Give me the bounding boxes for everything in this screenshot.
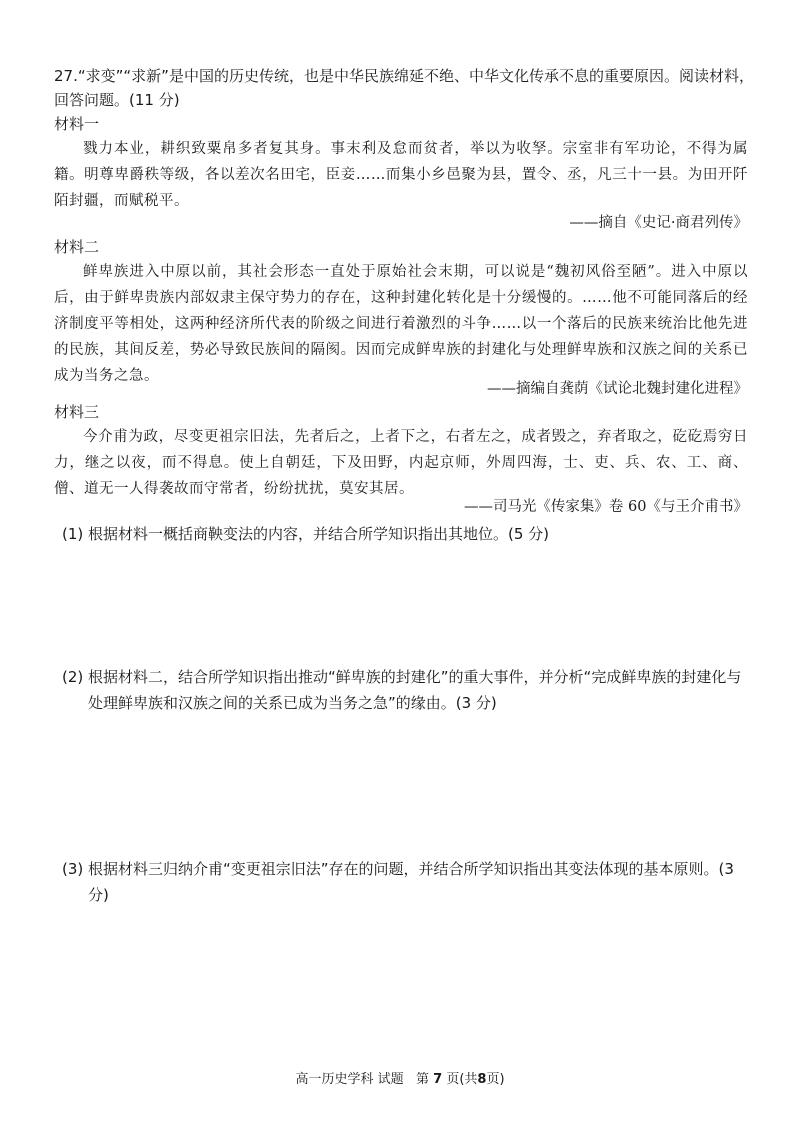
footer-page-prefix: 第 xyxy=(416,1072,430,1087)
subquestion-3-text: 根据材料三归纳介甫“变更祖宗旧法”存在的问题，并结合所学知识指出其变法体现的基本原则。(3 分) xyxy=(88,860,734,904)
footer-page-mid: 页(共 xyxy=(446,1072,478,1087)
question-27-intro: 27.“求变”“求新”是中国的历史传统，也是中华民族绵延不绝、中华文化传承不息的重要原因。阅读材料，回答问题。(11 分) xyxy=(54,67,754,109)
subquestion-2-text: 根据材料二，结合所学知识指出推动“鲜卑族的封建化”的重大事件，并分析“完成鲜卑族的封建化与处理鲜卑族和汉族之间的关系已成为当务之急”的缘由。(3 分) xyxy=(88,668,742,712)
page-footer xyxy=(0,1070,800,1090)
subquestion-1-text: 根据材料一概括商鞅变法的内容，并结合所学知识指出其地位。(5 分) xyxy=(88,525,550,543)
footer-page-number: 7 xyxy=(433,1072,443,1087)
footer-page-suffix: 页) xyxy=(486,1072,505,1087)
material-3-text: 今介甫为政，尽变更祖宗旧法，先者后之，上者下之，右者左之，成者毁之，弃者取之，矻矻焉穷日力，继之以夜，而不得息。使上自朝廷，下及田野，内起京师，外周四海，士、吏、兵、农、工、商、僧、道无一人得袭故而守常者，纷纷扰扰，莫安其居。 xyxy=(54,429,748,497)
footer-page-total: 8 xyxy=(477,1072,487,1087)
subquestion-2-number: (2) xyxy=(62,668,84,686)
subquestion-1 xyxy=(62,521,752,547)
material-3-label: 材料三 xyxy=(54,403,100,421)
material-1-label: 材料一 xyxy=(54,115,100,133)
material-2-source: ——摘编自龚荫《试论北魏封建化进程》 xyxy=(487,381,748,397)
subquestion-3 xyxy=(62,856,752,908)
subquestion-1-number: (1) xyxy=(62,525,84,543)
subquestion-2 xyxy=(62,664,752,716)
subquestion-3-number: (3) xyxy=(62,860,84,878)
material-2-label: 材料二 xyxy=(54,238,100,256)
material-3-source: ——司马光《传家集》卷 60《与王介甫书》 xyxy=(463,499,748,515)
material-2-text: 鲜卑族进入中原以前，其社会形态一直处于原始社会末期，可以说是“魏初风俗至陋”。进入中原以后，由于鲜卑贵族内部奴隶主保守势力的存在，这种封建化转化是十分缓慢的。……他不可能同落后的经济制度平等相处，这两种经济所代表的阶级之间进行着激烈的斗争……以一个落后的民族来统治比他先进的民族，其间反差，势必导致民族间的隔阂。因而完成鲜卑族的封建化与处理鲜卑族和汉族之间的关系已成为当务之急。 xyxy=(54,264,748,384)
material-1-source: ——摘自《史记·商君列传》 xyxy=(569,215,748,231)
footer-subject: 高一历史学科 试题 xyxy=(295,1072,404,1087)
material-1-text: 戮力本业，耕织致粟帛多者复其身。事末利及怠而贫者，举以为收孥。宗室非有军功论，不得为属籍。明尊卑爵秩等级，各以差次名田宅，臣妾……而集小乡邑聚为县，置令、丞，凡三十一县。为田开阡陌封疆，而赋税平。 xyxy=(54,141,748,209)
